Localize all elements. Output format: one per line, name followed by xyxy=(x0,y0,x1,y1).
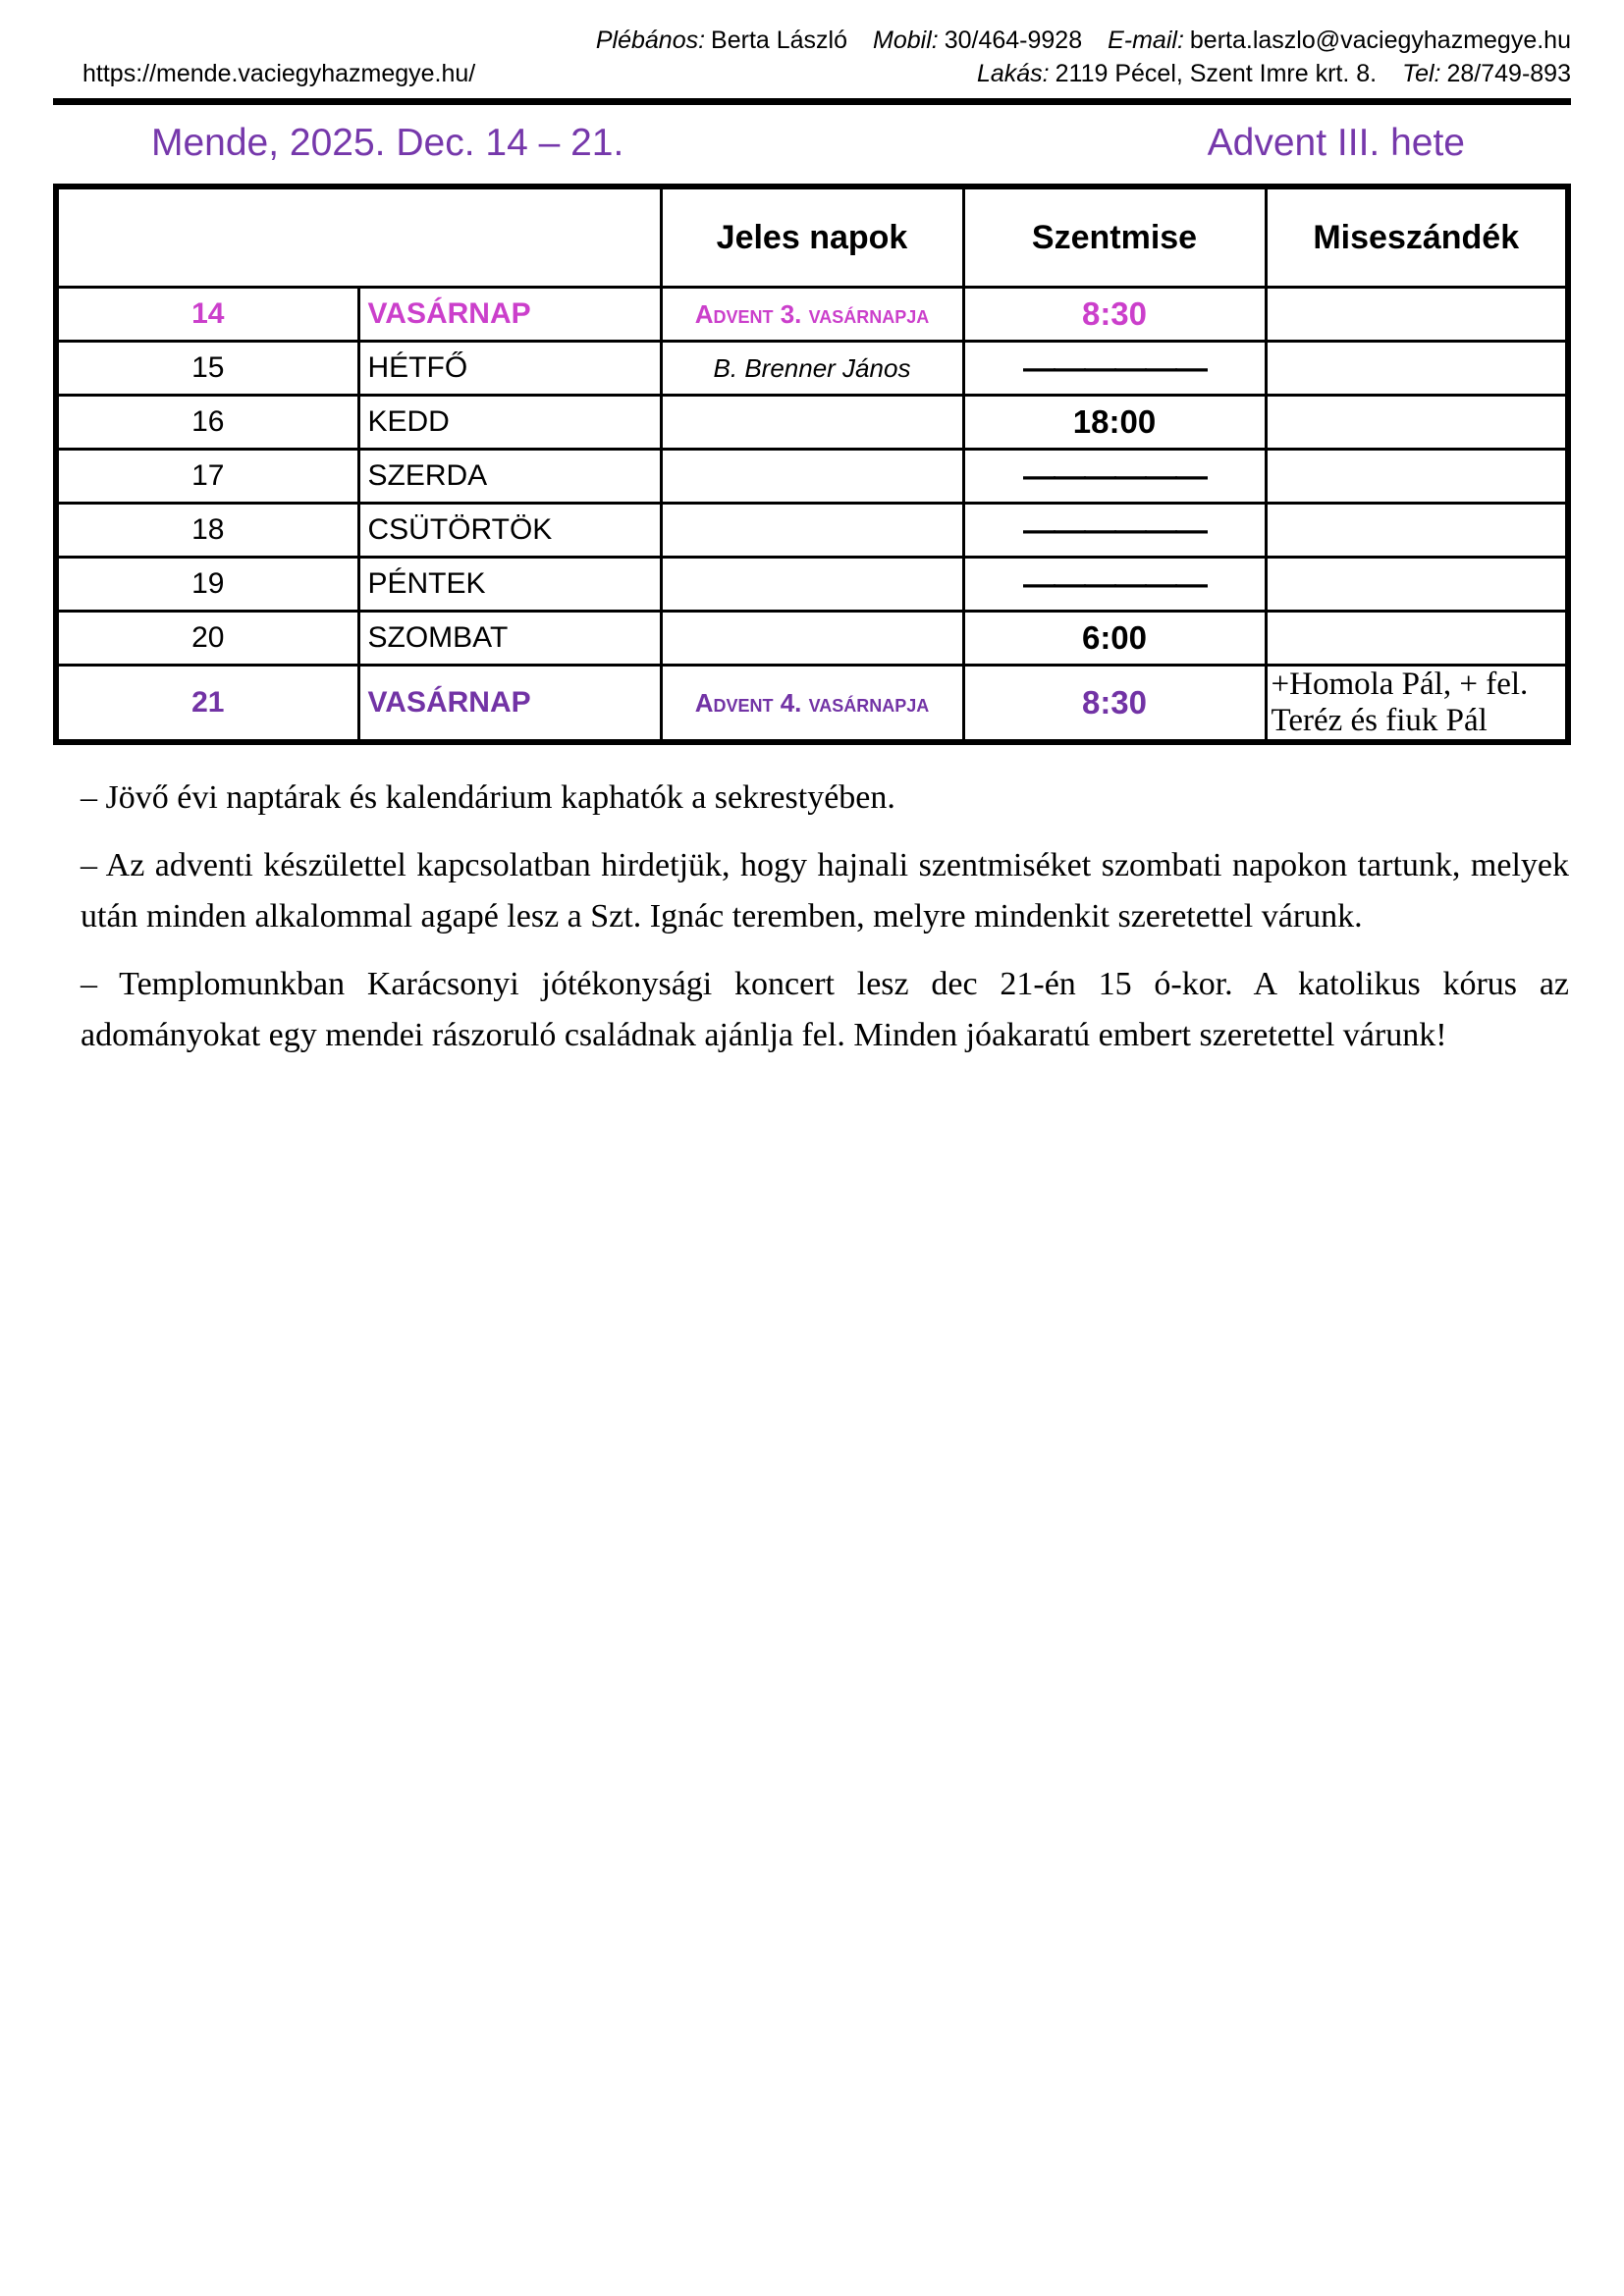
miseszandek-cell: +Homola Pál, + fel. Teréz és fiuk Pál xyxy=(1266,666,1568,743)
table-header-row xyxy=(56,187,1568,288)
day-name-cell: SZOMBAT xyxy=(358,612,661,666)
table-row xyxy=(56,504,1568,558)
day-name-cell: VASÁRNAP xyxy=(358,288,661,342)
table-row xyxy=(56,288,1568,342)
contact-label: E-mail: xyxy=(1108,27,1184,54)
table-row xyxy=(56,342,1568,396)
jeles-napok-cell xyxy=(661,396,963,450)
contact-label: Tel: xyxy=(1402,60,1441,87)
address-phone xyxy=(977,57,1571,90)
day-number-cell: 17 xyxy=(56,450,358,504)
contact-segment xyxy=(1108,27,1571,54)
contact-label: Mobil: xyxy=(873,27,939,54)
announcement-paragraph: – Az adventi készülettel kapcsolatban hirdetjük, hogy hajnali szentmiséket szombati napokon tartunk, melyek után minden alkalommal agapé lesz a Szt. Ignác teremben, melyre mindenkit szeretettel várunk. xyxy=(81,847,1569,934)
contact-segment xyxy=(596,27,847,54)
szentmise-time-cell: 8:30 xyxy=(963,288,1266,342)
day-name-cell: PÉNTEK xyxy=(358,558,661,612)
jeles-napok-cell xyxy=(661,558,963,612)
jeles-napok-cell xyxy=(661,504,963,558)
jeles-napok-cell: Advent 4. vasárnapja xyxy=(661,666,963,743)
miseszandek-cell xyxy=(1266,504,1568,558)
jeles-napok-cell xyxy=(661,612,963,666)
szentmise-time-cell: —————— xyxy=(963,504,1266,558)
contact-segment xyxy=(873,27,1082,54)
contact-line-1 xyxy=(53,24,1571,57)
szentmise-time-cell: 6:00 xyxy=(963,612,1266,666)
column-header-miseszandek: Miseszándék xyxy=(1266,187,1568,288)
contact-line-2 xyxy=(53,57,1571,90)
page-title: Mende, 2025. Dec. 14 – 21. xyxy=(151,122,624,164)
column-header-jeles-napok: Jeles napok xyxy=(661,187,963,288)
contact-value: 28/749-893 xyxy=(1446,60,1571,87)
announcement-paragraph: – Jövő évi naptárak és kalendárium kaphatók a sekrestyében. xyxy=(81,779,895,816)
miseszandek-cell xyxy=(1266,342,1568,396)
table-row xyxy=(56,396,1568,450)
jeles-napok-cell xyxy=(661,450,963,504)
announcement-paragraph: – Templomunkban Karácsonyi jótékonysági koncert lesz dec 21-én 15 ó-kor. A katolikus kórus az adományokat egy mendei rászoruló családnak ajánlja fel. Minden jóakaratú embert szeretettel várunk! xyxy=(81,966,1569,1053)
day-name-cell: CSÜTÖRTÖK xyxy=(358,504,661,558)
contact-value: berta.laszlo@vaciegyhazmegye.hu xyxy=(1189,27,1571,54)
szentmise-time-cell: —————— xyxy=(963,450,1266,504)
column-header-szentmise: Szentmise xyxy=(963,187,1266,288)
contact-header xyxy=(53,0,1571,105)
contact-value: 2119 Pécel, Szent Imre krt. 8. xyxy=(1055,60,1378,87)
day-number-cell: 16 xyxy=(56,396,358,450)
day-name-cell: KEDD xyxy=(358,396,661,450)
day-number-cell: 20 xyxy=(56,612,358,666)
week-title: Advent III. hete xyxy=(1207,122,1465,164)
day-number-cell: 18 xyxy=(56,504,358,558)
miseszandek-cell xyxy=(1266,288,1568,342)
day-number-cell: 14 xyxy=(56,288,358,342)
miseszandek-cell xyxy=(1266,558,1568,612)
day-name-cell: VASÁRNAP xyxy=(358,666,661,743)
day-name-cell: SZERDA xyxy=(358,450,661,504)
homepage-url: https://mende.vaciegyhazmegye.hu/ xyxy=(82,60,476,87)
table-row xyxy=(56,612,1568,666)
empty-header-cell xyxy=(56,187,661,288)
contact-segment xyxy=(1402,60,1571,87)
day-name-cell: HÉTFŐ xyxy=(358,342,661,396)
jeles-napok-cell: Advent 3. vasárnapja xyxy=(661,288,963,342)
mass-schedule-table xyxy=(53,184,1571,745)
table-row xyxy=(56,450,1568,504)
day-number-cell: 19 xyxy=(56,558,358,612)
contact-value: 30/464-9928 xyxy=(944,27,1083,54)
contact-value: Berta László xyxy=(711,27,848,54)
szentmise-time-cell: 18:00 xyxy=(963,396,1266,450)
day-number-cell: 21 xyxy=(56,666,358,743)
title-bar xyxy=(53,121,1571,166)
contact-label: Plébános: xyxy=(595,27,706,54)
day-number-cell: 15 xyxy=(56,342,358,396)
table-row xyxy=(56,666,1568,743)
jeles-napok-cell: B. Brenner János xyxy=(661,342,963,396)
miseszandek-cell xyxy=(1266,396,1568,450)
contact-label: Lakás: xyxy=(976,60,1050,87)
szentmise-time-cell: —————— xyxy=(963,558,1266,612)
miseszandek-cell xyxy=(1266,612,1568,666)
table-row xyxy=(56,558,1568,612)
szentmise-time-cell: 8:30 xyxy=(963,666,1266,743)
announcements-section xyxy=(81,773,1569,1061)
contact-segment xyxy=(977,60,1377,87)
szentmise-time-cell: —————— xyxy=(963,342,1266,396)
miseszandek-cell xyxy=(1266,450,1568,504)
